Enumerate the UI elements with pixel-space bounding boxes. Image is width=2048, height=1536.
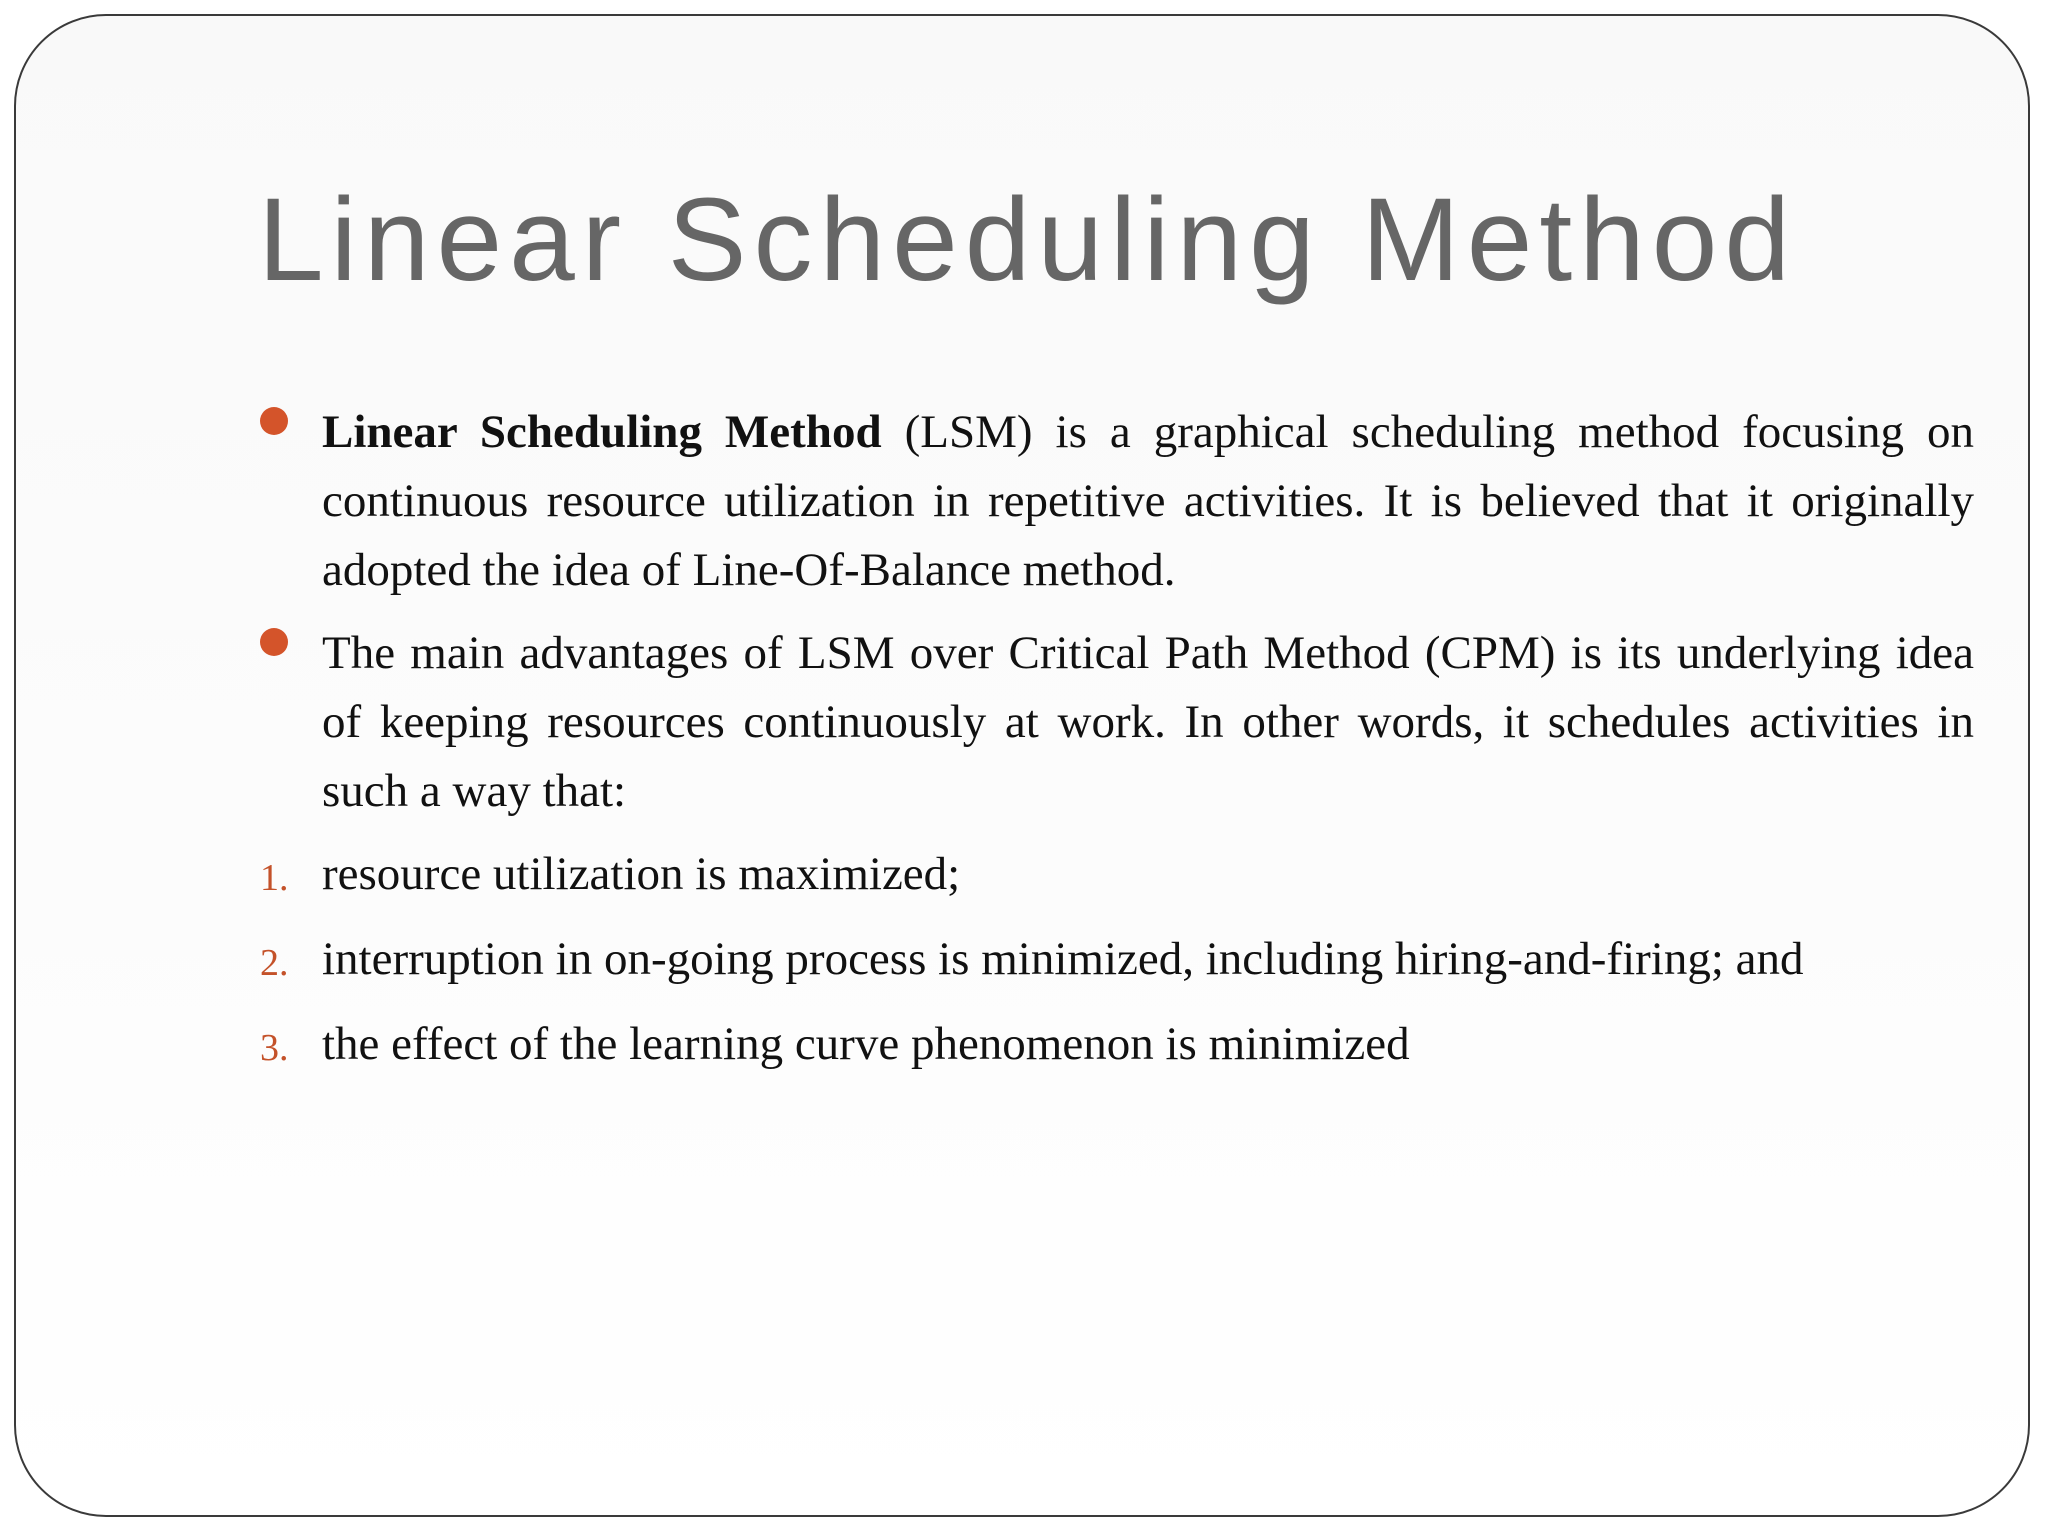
number-marker: 3. — [260, 1027, 289, 1069]
bullet-dot-icon — [260, 407, 288, 435]
numbered-item — [258, 840, 1974, 909]
bullet-item-lsm-advantages — [258, 619, 1974, 826]
bullet-body: The main advantages of LSM over Critical Path Method (CPM) is its underlying idea of keeping resources continuously at work. In other words, it schedules activities in such a way that: — [322, 627, 1974, 817]
numbered-item-text: interruption in on-going process is minimized, including hiring-and-firing; and — [322, 933, 1804, 985]
slide-title: Linear Scheduling Method — [258, 174, 1798, 306]
bullet-text — [322, 406, 1974, 596]
bullet-text — [322, 627, 1974, 817]
bullet-bold-lead: Linear Scheduling Method — [322, 406, 882, 458]
number-marker: 1. — [260, 857, 289, 899]
numbered-item-text: the effect of the learning curve phenomenon is minimized — [322, 1018, 1410, 1070]
numbered-item — [258, 1010, 1974, 1079]
slide-content — [258, 398, 1974, 1095]
number-marker: 2. — [260, 942, 289, 984]
numbered-item-text: resource utilization is maximized; — [322, 848, 961, 900]
numbered-item — [258, 925, 1974, 994]
bullet-body: (LSM) is a graphical scheduling method focusing on continuous resource utilization in repetitive activities. It is believed that it originally adopted the idea of Line-Of-Balance method. — [322, 406, 1974, 596]
bullet-item-lsm-definition — [258, 398, 1974, 605]
bullet-dot-icon — [260, 628, 288, 656]
